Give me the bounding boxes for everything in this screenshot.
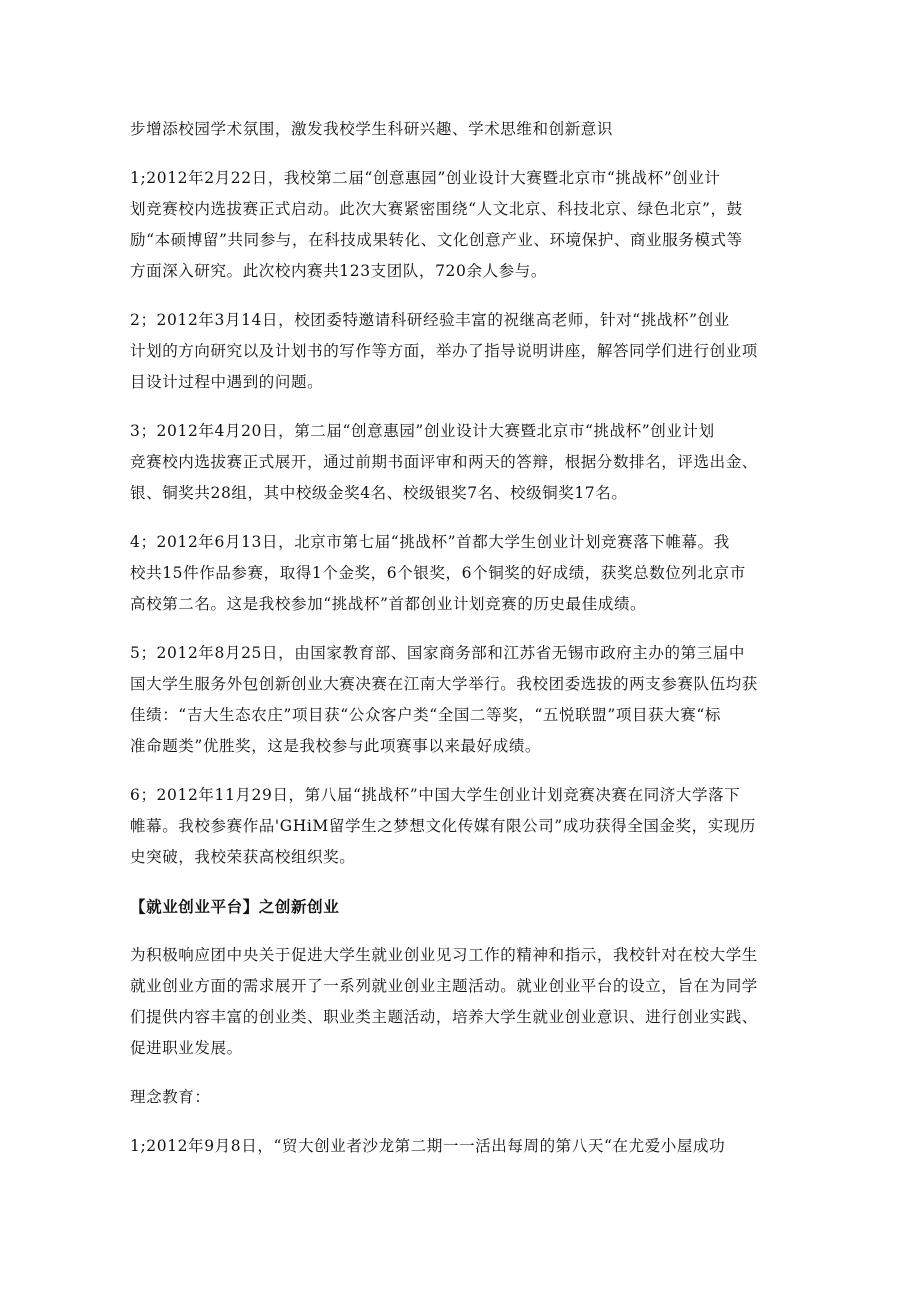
- section-heading: 【就业创业平台】之创新创业: [130, 897, 340, 916]
- paragraph-intro: 步增添校园学术氛围，激发我校学生科研兴趣、学术思维和创新意识: [130, 120, 614, 138]
- paragraph-item-1: 1;2012年2月22日，我校第二届“创意惠园”创业设计大赛暨北京市“挑战杯”创业计 划竞赛校内选拔赛正式启动。此次大赛紧密围绕“人文北京、科技北京、绿色北京”，鼓 励“本硕博留”共同参与，在科技成果转化、文化创意产业、环境保护、商业服务模式等 方面深入研究。此次校内赛共123支团队，720余人参与。: [130, 169, 743, 280]
- section-paragraph-item-1: 1;2012年9月8日，“贸大创业者沙龙第二期一一活出每周的第八天“在尤爱小屋成功: [130, 1137, 726, 1155]
- document-body: [130, 114, 810, 1180]
- section-paragraph-intro: 为积极响应团中央关于促进大学生就业创业见习工作的精神和指示，我校针对在校大学生 就业创业方面的需求展开了一系列就业创业主题活动。就业创业平台的设立，旨在为同学 们提供内容丰富的创业类、职业类主题活动，培养大学生就业创业意识、进行创业实践、 促进职业发展。: [130, 946, 758, 1057]
- paragraph-item-5: 5；2012年8月25日，由国家教育部、国家商务部和江苏省无锡市政府主办的第三届中 国大学生服务外包创新创业大赛决赛在江南大学举行。我校团委选拔的两支参赛队伍均获 佳绩：“吉大生态农庄”项目获“公众客户类“全国二等奖，“五悦联盟”项目获大赛“标 准命题类”优胜奖，这是我校参与此项赛事以来最好成绩。: [130, 644, 758, 755]
- paragraph-item-3: 3；2012年4月20日，第二届“创意惠园”创业设计大赛暨北京市“挑战杯”创业计划 竞赛校内选拔赛正式展开，通过前期书面评审和两天的答辩，根据分数排名，评选出金、 银、铜奖共28组，其中校级金奖4名、校级银奖7名、校级铜奖17名。: [130, 422, 758, 502]
- paragraph-item-6: 6；2012年11月29日，第八届“挑战杯”中国大学生创业计划竞赛决赛在同济大学落下 帷幕。我校参赛作品'GHiM留学生之梦想文化传媒有限公司”成功获得全国金奖，实现历 史突破，我校荣获高校组织奖。: [130, 786, 757, 866]
- paragraph-item-2: 2；2012年3月14日，校团委特邀请科研经验丰富的祝继高老师，针对“挑战杯”创业 计划的方向研究以及计划书的写作等方面，举办了指导说明讲座，解答同学们进行创业项 目设计过程中遇到的问题。: [130, 311, 758, 391]
- paragraph-item-4: 4；2012年6月13日，北京市第七届“挑战杯”首都大学生创业计划竞赛落下帷幕。我 校共15件作品参赛，取得1个金奖，6个银奖，6个铜奖的好成绩，获奖总数位列北京市 高校第二名。这是我校参加“挑战杯”首都创业计划竞赛的历史最佳成绩。: [130, 533, 746, 613]
- section-subheading-concept: 理念教育：: [130, 1088, 211, 1106]
